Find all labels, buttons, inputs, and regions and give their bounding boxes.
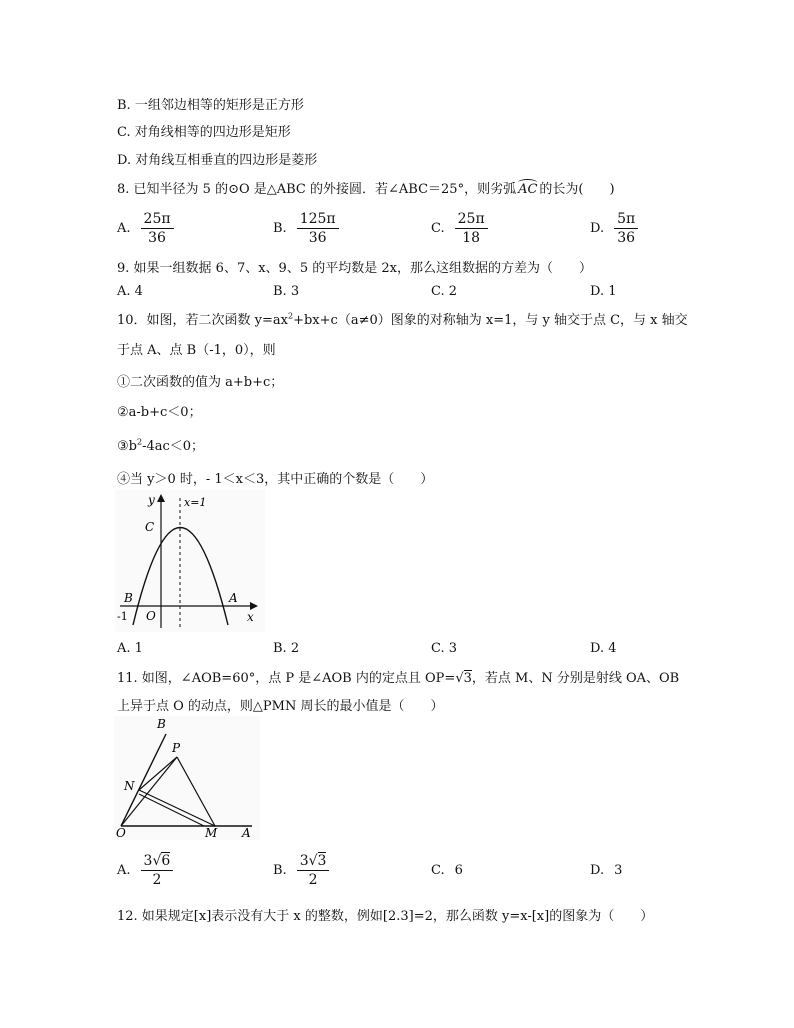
q10-statement-3: $③b^2-4ac<0$； — [117, 437, 205, 454]
point-n-label: N — [124, 779, 135, 793]
q8-text-after: 的长为( ) — [539, 182, 615, 197]
q7-option-b: B. 一组邻边相等的矩形是正方形 — [117, 98, 304, 113]
point-p-label: P — [172, 741, 181, 755]
q9-option-b: B. 3 — [273, 284, 300, 299]
q10-stem-line1: 10．如图，若二次函数 $y=ax^2+bx+c(a\ne 0)$图象的对称轴为 x=1，与 y 轴交于点 C，与 x 轴交 — [117, 311, 688, 328]
q11-option-c: C. 6 — [431, 862, 463, 878]
point-c-label: C — [145, 520, 155, 534]
point-o-label: O — [116, 826, 126, 840]
q10-statement-4: ④当 y＞0 时，- 1＜x＜3，其中正确的个数是（ ） — [117, 472, 434, 487]
q10-stem-line2: 于点 A、点 B（-1，0），则 — [117, 343, 276, 358]
q8-option-d: D. $\frac{5\pi}{36}$ — [590, 208, 638, 248]
q8-arc: AC — [518, 182, 537, 197]
q11-angle-figure — [114, 716, 260, 840]
q10-option-b: B. 2 — [273, 641, 300, 656]
q8-option-a: A. $\frac{25\pi}{36}$ — [117, 208, 174, 248]
q7-option-c: C. 对角线相等的四边形是矩形 — [117, 125, 291, 140]
q11-option-b: B. $\frac{3√3}{2}$ — [273, 850, 329, 890]
q11-stem-line2: 上异于点 O 的动点，则△PMN 周长的最小值是（ ） — [117, 699, 444, 714]
q8-options — [117, 208, 637, 248]
q10-option-c: C. 3 — [431, 641, 458, 656]
q11-option-a: A. $\frac{3√6}{2}$ — [117, 850, 173, 890]
q10-option-d: D. 4 — [590, 641, 617, 656]
point-m-label: M — [205, 826, 218, 840]
point-a-label: A — [242, 826, 251, 840]
sqrt-three: √3 — [455, 671, 472, 686]
x-label: x — [247, 610, 254, 624]
q7-option-d: D. 对角线互相垂直的四边形是菱形 — [117, 153, 318, 168]
neg-one-label: -1 — [117, 610, 128, 623]
q8-stem — [117, 178, 615, 197]
point-a-label: A — [229, 591, 238, 605]
q11-stem-line1: 11. 如图，∠AOB=60°，点 P 是∠AOB 内的定点且 OP=√3，若点 M、N 分别是射线 OA、OB — [117, 671, 680, 686]
q10-statement-2: ②a-b+c＜0； — [117, 405, 202, 420]
point-b-label: B — [157, 717, 166, 731]
point-b-label: B — [124, 591, 133, 605]
q10-parabola-figure — [115, 490, 265, 632]
y-label: y — [148, 493, 155, 507]
q8-text-before: 8. 已知半径为 5 的⊙O 是△ABC 的外接圆．若∠ABC＝25°，则劣弧 — [117, 182, 517, 197]
q10-option-a: A. 1 — [117, 641, 143, 656]
q11-option-d: D. 3 — [590, 862, 623, 878]
symmetry-axis-label: x=1 — [184, 496, 207, 509]
q9-stem: 9. 如果一组数据 6、7、x、9、5 的平均数是 2x，那么这组数据的方差为（ ） — [117, 261, 592, 276]
q11-options — [117, 850, 637, 890]
q12-stem: 12. 如果规定[x]表示没有大于 x 的整数，例如[2.3]=2，那么函数 y=x-[x]的图象为（ ） — [117, 909, 654, 924]
q10-options — [117, 641, 637, 657]
q9-option-c: C. 2 — [431, 284, 458, 299]
q10-statement-1: ①二次函数的值为 a+b+c； — [117, 375, 284, 390]
origin-label: O — [146, 609, 156, 623]
q8-option-c: C. $\frac{25\pi}{18}$ — [431, 208, 488, 248]
q9-option-a: A. 4 — [117, 284, 143, 299]
q8-option-b: B. $\frac{125\pi}{36}$ — [273, 208, 339, 248]
q9-option-d: D. 1 — [590, 284, 617, 299]
q9-options — [117, 284, 637, 300]
